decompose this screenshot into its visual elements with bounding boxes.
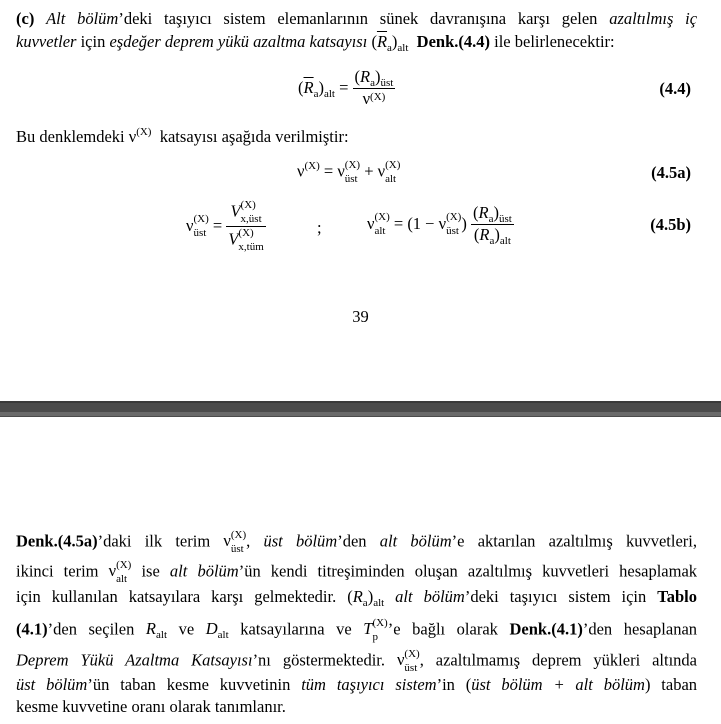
ra-alt-symbol: $(\overline{R}_a)_{alt}$: [371, 32, 409, 54]
para-line-7: kesme kuvvetine oranı olarak tanımlanır.: [16, 697, 286, 716]
intro-text-3: ile belirlenecektir:: [494, 32, 615, 51]
kuvvetler-term: kuvvetler: [16, 32, 77, 51]
equation-4-5a: $\nu^{(X)} = \nu$ (X) üst + ν (X) alt: [297, 159, 401, 185]
azaltilmis-term: azaltılmış iç: [609, 9, 698, 28]
para-line-3: için kullanılan katsayılara karşı gelmektedir. $(R_a)_{alt}$ alt bölüm’deki taşıyıcı sistem için Tablo: [16, 587, 697, 609]
reduction-factor-term: eşdeğer deprem yükü azaltma katsayısı: [109, 32, 368, 51]
eq-ref-4-4: Denk.(4.4): [416, 32, 491, 51]
equation-4-5b-left: ν (X) üst = V (X) x,üst V (X) x,tüm: [186, 199, 264, 253]
equation-4-4: $(\overline{R}_a)_{alt}$ = $\frac{(R_a)_{üst}}{\nu^{(X)}}$: [298, 67, 394, 108]
equation-separator: ;: [317, 218, 322, 237]
para-line-5: Deprem Yükü Azaltma Katsayısı’nı göstermektedir. ν (X) üst , azaltılmamış deprem yükleri altında: [16, 648, 697, 674]
para-line-6: üst bölüm’ün taban kesme kuvvetinin tüm taşıyıcı sistem’in (üst bölüm + alt bölüm) taban: [16, 675, 698, 694]
intro-text: ’deki taşıyıcı sistem elemanlarının sünek davranışına karşı gelen: [118, 9, 598, 28]
page-break-divider: [0, 401, 721, 417]
equation-number-4-5b: (4.5b): [650, 215, 691, 234]
page-number: 39: [352, 307, 369, 326]
intro-line-1: [16, 10, 697, 29]
alt-bolum-term: Alt bölüm: [46, 9, 119, 28]
equation-4-5b-right: ν (X) alt = (1 − ν (X) üst ) $\frac{(R_a)_{üst}}{(R_a)_{alt}}$: [367, 203, 512, 247]
equation-number-4-4: (4.4): [659, 79, 691, 98]
intro-line-2: [16, 33, 697, 52]
para-line-2: ikinci terim ν (X) alt ise alt bölüm’ün kendi titreşiminden oluşan azaltılmış kuvvetleri hesaplamak: [16, 559, 698, 585]
para-line-1: Denk.(4.5a)’daki ilk terim ν (X) üst , üst bölüm’den alt bölüm’e aktarılan azaltılmış kuvvetleri,: [16, 529, 698, 555]
intro-text-2: için: [80, 32, 106, 51]
item-label: (c): [16, 9, 35, 28]
para-line-4: (4.1)’den seçilen $R_{alt}$ ve $D_{alt}$ katsayılarına ve T (X) p ’e bağlı olarak Denk.(4.1)’den hesaplanan: [16, 617, 698, 643]
page-bottom: [0, 417, 721, 724]
equation-number-4-5a: (4.5a): [651, 163, 691, 182]
intro-line-3: Bu denklemdeki $\nu^{(X)}$ katsayısı aşağıda verilmiştir:: [16, 126, 349, 146]
